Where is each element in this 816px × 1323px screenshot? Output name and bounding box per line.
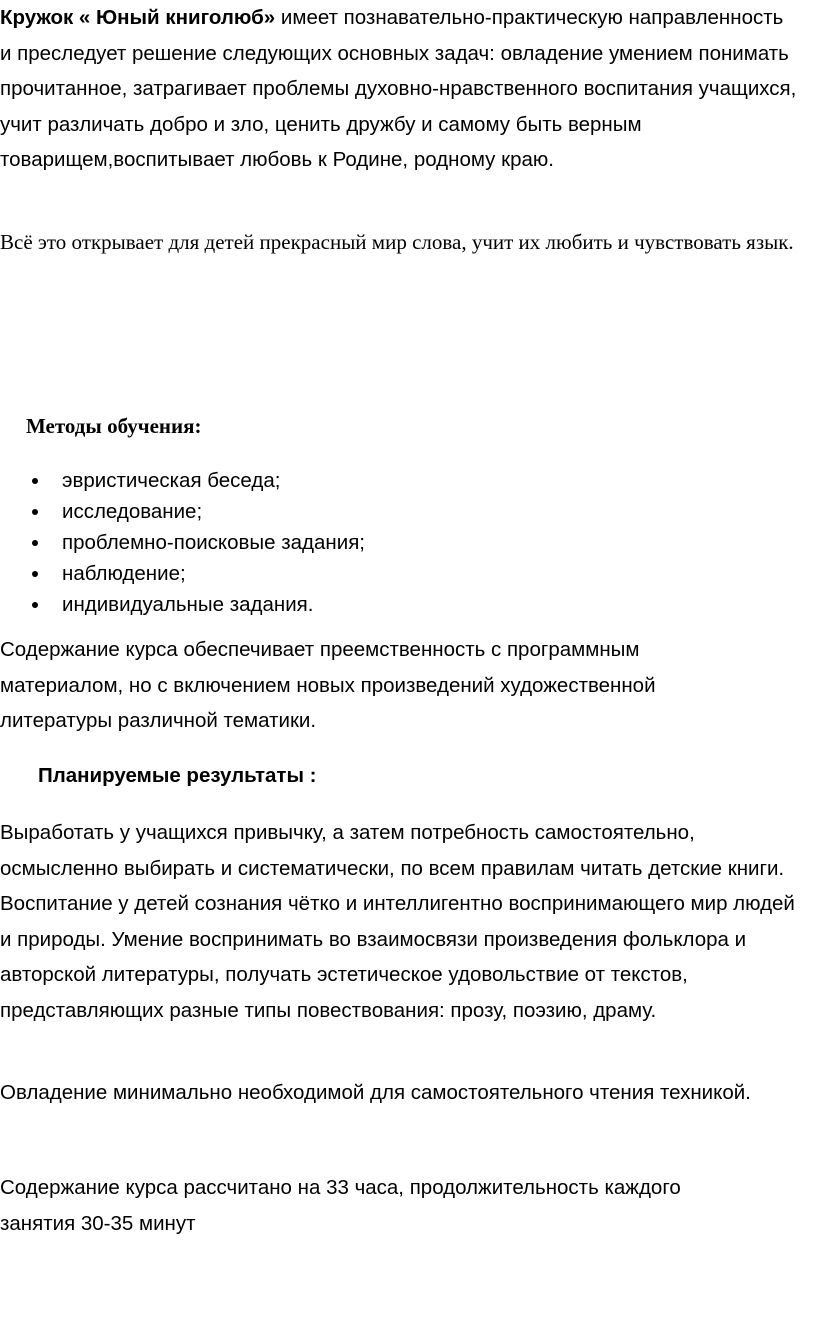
bullet-icon <box>32 571 38 577</box>
list-item-text: наблюдение; <box>62 562 186 585</box>
methods-heading: Методы обучения: <box>26 414 202 438</box>
intro-text: имеет познавательно-практическую направленность и преследует решение следующих основных задач: овладение умением понимать прочитанное, затрагивает проблемы духовно-нравственного воспитания учащихся, учит различать добро и зло, ценить дружбу и самому быть верным товарищем,воспитывает любовь к Родине, родному краю. <box>0 6 797 172</box>
results-heading: Планируемые результаты : <box>38 764 317 787</box>
list-item-text: проблемно-поисковые задания; <box>62 531 365 554</box>
list-item <box>0 527 365 558</box>
list-item <box>0 496 365 527</box>
duration-paragraph: Содержание курса рассчитано на 33 часа, продолжительность каждого занятия 30-35 минут <box>0 1176 681 1235</box>
club-title: Кружок « Юный книголюб» <box>0 6 276 29</box>
list-item-text: исследование; <box>62 500 203 523</box>
list-item-text: эвристическая беседа; <box>62 469 281 492</box>
bullet-icon <box>32 602 38 608</box>
results-paragraph: Выработать у учащихся привычку, а затем потребность самостоятельно, осмысленно выбирать и систематически, по всем правилам читать детские книги. Воспитание у детей сознания чётко и интеллигентно воспринимающего мир людей и природы. Умение воспринимать во взаимосвязи произведения фольклора и авторской литературы, получать эстетическое удовольствие от текстов, представляющих разные типы повествования: прозу, поэзию, драму. <box>0 821 795 1022</box>
world-of-words-paragraph: Всё это открывает для детей прекрасный мир слова, учит их любить и чувствовать язык. <box>0 230 794 254</box>
bullet-icon <box>32 478 38 484</box>
list-item <box>0 465 365 496</box>
bullet-icon <box>32 540 38 546</box>
intro-paragraph <box>0 0 800 178</box>
methods-list <box>0 465 365 620</box>
list-item-text: индивидуальные задания. <box>62 593 314 616</box>
list-item <box>0 589 365 620</box>
list-item <box>0 558 365 589</box>
reading-paragraph: Овладение минимально необходимой для самостоятельного чтения техникой. <box>0 1081 751 1104</box>
continuity-paragraph: Содержание курса обеспечивает преемственность с программным материалом, но с включением новых произведений художественной литературы различной тематики. <box>0 638 656 733</box>
bullet-icon <box>32 509 38 515</box>
